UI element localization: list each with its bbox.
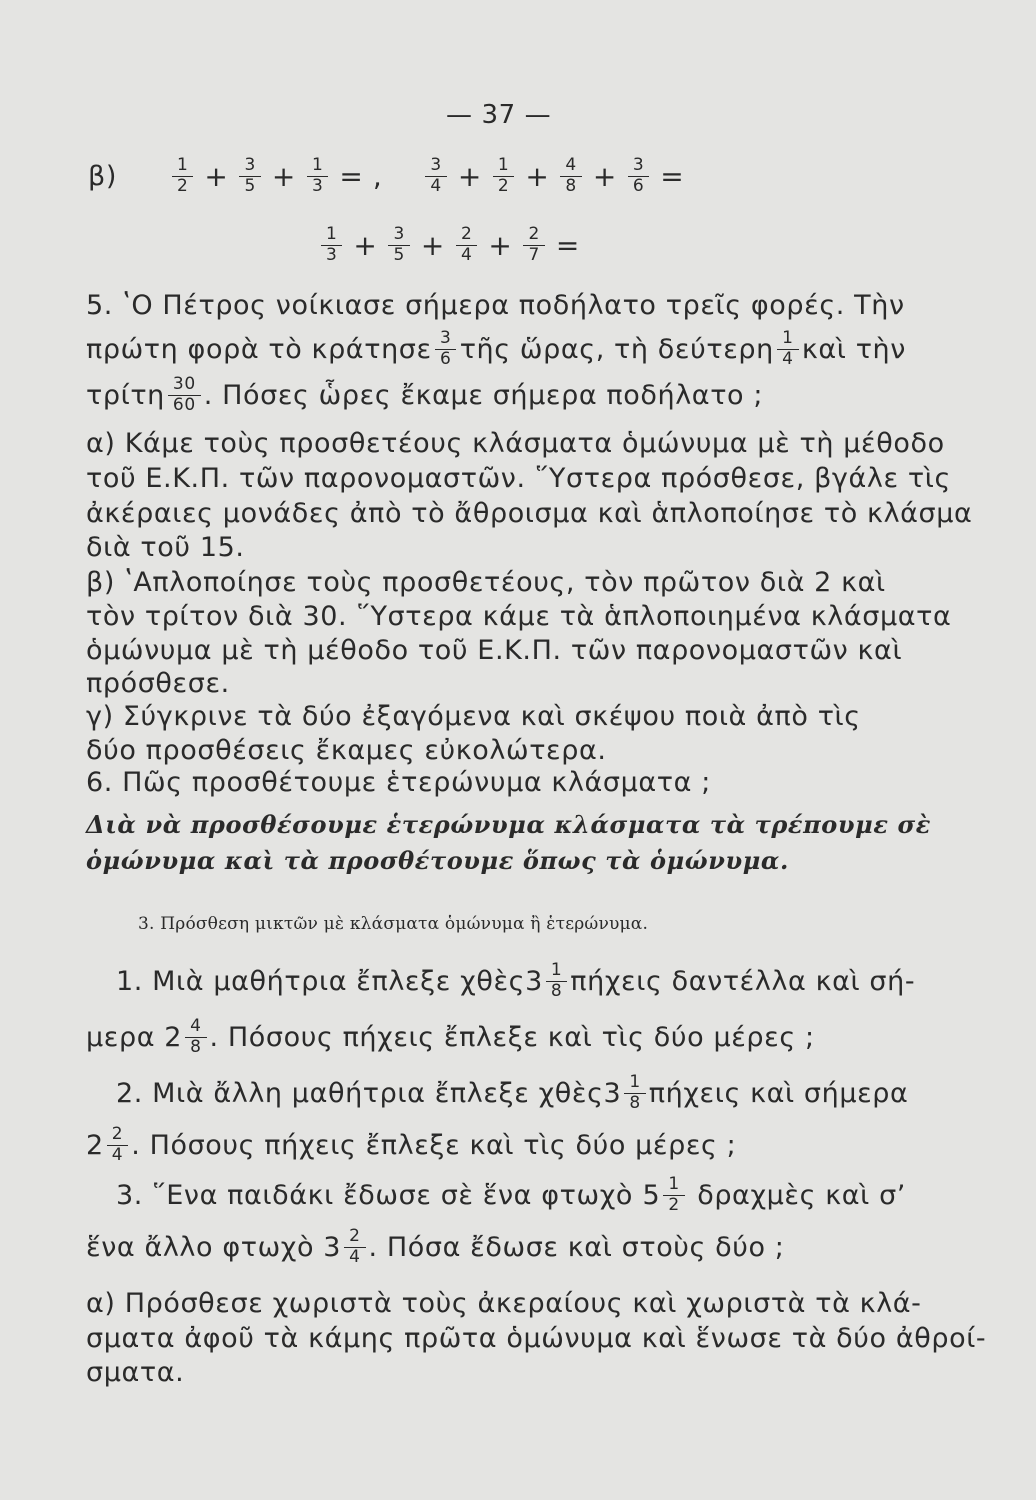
text: 2 [86, 1129, 104, 1161]
problem-5-beta-2: τὸν τρίτον διὰ 30. ῞Υστερα κάμε τὰ ἁπλοποιημένα κλάσματα [86, 601, 952, 632]
text: 2. Μιὰ ἄλλη μαθήτρια ἔπλεξε χθὲς [116, 1077, 604, 1109]
mixed-number [525, 962, 915, 1001]
fraction: $\frac{1}{8}$ [546, 962, 567, 1001]
fraction: $\frac{3}{6}$ [435, 330, 456, 369]
problem-5-line-1: 5. ʽΟ Πέτρος νοίκιασε σήμερα ποδήλατο τρεῖς φορές. Τὴν [86, 290, 905, 321]
plus-sign: + [488, 228, 513, 262]
plus-sign: + [457, 159, 482, 193]
fraction: $\frac{3}{4}$ [425, 157, 446, 196]
equation-row-1 [88, 157, 692, 196]
question-3-line-1 [116, 1176, 906, 1215]
problem-5-alpha-4: διὰ τοῦ 15. [86, 532, 245, 563]
text: . Πόσα ἔδωσε καὶ στοὺς δύο ; [368, 1231, 785, 1263]
fraction: $\frac{30}{60}$ [168, 376, 201, 415]
question-3-line-2 [86, 1228, 785, 1267]
fraction: $\frac{4}{8}$ [185, 1018, 206, 1057]
text: καὶ τὴν [801, 333, 906, 365]
page-number: — 37 — [446, 100, 552, 130]
problem-5-alpha-3: ἀκέραιες μονάδες ἀπὸ τὸ ἄθροισμα καὶ ἁπλοποίησε τὸ κλάσμα [86, 498, 973, 529]
section-heading: 3. Πρόσθεση μικτῶν μὲ κλάσματα ὁμώνυμα ἢ ἑτερώνυμα. [138, 914, 649, 934]
plus-sign: + [353, 228, 378, 262]
question-1-line-2 [86, 1018, 815, 1057]
fraction: $\frac{2}{4}$ [107, 1126, 128, 1165]
rule-line-1: Διὰ νὰ προσθέσουμε ἑτερώνυμα κλάσματα τὰ τρέπουμε σὲ [86, 810, 931, 839]
whole: 5 [642, 1179, 661, 1211]
text: τῆς ὥρας, τὴ δεύτερη [459, 333, 774, 365]
mixed-number [604, 1074, 909, 1113]
plus-sign: + [271, 159, 296, 193]
text: ἕνα ἄλλο φτωχὸ 3 [86, 1231, 342, 1263]
problem-5-alpha-2: τοῦ Ε.Κ.Π. τῶν παρονομαστῶν. ῞Υστερα πρόσθεσε, βγάλε τὶς [86, 463, 951, 494]
question-2-line-1 [116, 1072, 909, 1113]
whole: 3 [603, 1077, 622, 1109]
problem-5-line-2 [86, 330, 906, 369]
text: . Πόσες ὧρες ἔκαμε σήμερα ποδήλατο ; [203, 379, 764, 411]
fraction: $\frac{3}{5}$ [388, 226, 409, 265]
fraction: $\frac{1}{8}$ [624, 1074, 645, 1113]
equals-sign: = [660, 159, 685, 193]
question-3-alpha-2: σματα ἀφοῦ τὰ κάμης πρῶτα ὁμώνυμα καὶ ἕνωσε τὰ δύο ἀθροί- [86, 1323, 987, 1354]
fraction: $\frac{1}{2}$ [663, 1176, 684, 1215]
fraction: $\frac{3}{5}$ [239, 157, 260, 196]
problem-5-alpha-1: α) Κάμε τοὺς προσθετέους κλάσματα ὁμώνυμα μὲ τὴ μέθοδο [86, 428, 945, 459]
plus-sign: + [525, 159, 550, 193]
text: . Πόσους πήχεις ἔπλεξε καὶ τὶς δύο μέρες ; [131, 1129, 737, 1161]
fraction: $\frac{2}{4}$ [344, 1228, 365, 1267]
fraction: $\frac{2}{7}$ [523, 226, 544, 265]
problem-6: 6. Πῶς προσθέτουμε ἑτερώνυμα κλάσματα ; [86, 767, 711, 798]
question-3-alpha-1: α) Πρόσθεσε χωριστὰ τοὺς ἀκεραίους καὶ χωριστὰ τὰ κλά- [86, 1288, 922, 1319]
problem-5-beta-4: πρόσθεσε. [86, 668, 230, 699]
problem-5-beta-3: ὁμώνυμα μὲ τὴ μέθοδο τοῦ Ε.Κ.Π. τῶν παρονομαστῶν καὶ [86, 635, 903, 666]
text: πρώτη φορὰ τὸ κράτησε [86, 333, 432, 365]
equals-sign: = [555, 228, 580, 262]
fraction: $\frac{4}{8}$ [560, 157, 581, 196]
rule-line-2: ὁμώνυμα καὶ τὰ προσθέτουμε ὅπως τὰ ὁμώνυμα. [86, 846, 789, 875]
problem-5-beta-1: β) ʽΑπλοποίησε τοὺς προσθετέους, τὸν πρῶτον διὰ 2 καὶ [86, 567, 886, 598]
plus-sign: + [204, 159, 229, 193]
question-3-alpha-3: σματα. [86, 1357, 185, 1388]
plus-sign: + [420, 228, 445, 262]
fraction: $\frac{1}{2}$ [172, 157, 193, 196]
text: 3. ῞Ενα παιδάκι ἔδωσε σὲ ἕνα φτωχὸ [116, 1179, 634, 1211]
fraction: $\frac{1}{2}$ [493, 157, 514, 196]
plus-sign: + [592, 159, 617, 193]
fraction: $\frac{2}{4}$ [456, 226, 477, 265]
fraction: $\frac{1}{4}$ [777, 330, 798, 369]
beta-label: β) [88, 160, 117, 192]
fraction: $\frac{1}{3}$ [321, 226, 342, 265]
equals-comma: = , [339, 159, 383, 193]
mixed-number [643, 1176, 688, 1215]
fraction: $\frac{1}{3}$ [307, 157, 328, 196]
problem-5-line-3 [86, 376, 763, 415]
equation-row-2 [318, 226, 588, 265]
text: . Πόσους πήχεις ἔπλεξε καὶ τὶς δύο μέρες ; [209, 1021, 815, 1053]
whole: 3 [525, 965, 543, 997]
text: πήχεις δαντέλλα καὶ σή- [570, 965, 916, 997]
problem-5-gamma-1: γ) Σύγκρινε τὰ δύο ἐξαγόμενα καὶ σκέψου ποιὰ ἀπὸ τὶς [86, 701, 861, 732]
problem-5-gamma-2: δύο προσθέσεις ἔκαμες εὐκολώτερα. [86, 735, 607, 766]
text: δραχμὲς καὶ σ’ [697, 1179, 906, 1211]
question-2-line-2 [86, 1126, 736, 1165]
text: τρίτη [86, 379, 165, 411]
question-1-line-1 [116, 960, 916, 1001]
text: μερα 2 [86, 1021, 183, 1053]
text: πήχεις καὶ σήμερα [648, 1077, 909, 1109]
fraction: $\frac{3}{6}$ [628, 157, 649, 196]
text: 1. Μιὰ μαθήτρια ἔπλεξε χθὲς [116, 965, 526, 997]
